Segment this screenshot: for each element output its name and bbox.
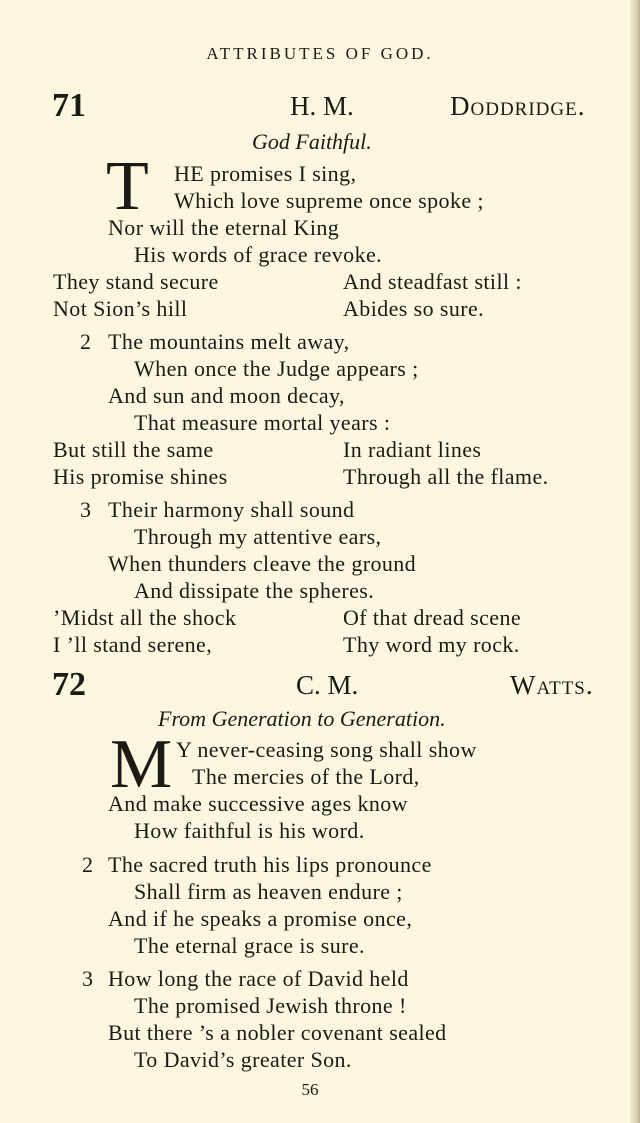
hymn-71-s3-refrain-2-right: Thy word my rock.	[343, 632, 520, 657]
hymn-71-s3-line-4: And dissipate the spheres.	[134, 578, 375, 603]
hymn-72-s3-line-2: The promised Jewish throne !	[134, 993, 407, 1018]
hymn-72-meter: C. M.	[296, 670, 359, 700]
hymn-71-title: God Faithful.	[252, 129, 372, 154]
page-number: 56	[301, 1080, 319, 1099]
hymn-71-s3-line-3: When thunders cleave the ground	[108, 551, 417, 576]
hymn-72-dropcap: M	[110, 726, 173, 803]
hymn-72-number: 72	[52, 666, 86, 703]
hymn-71-s2-refrain-1-right: In radiant lines	[343, 437, 482, 462]
hymn-71-s1-line-2: Which love supreme once spoke ;	[174, 188, 484, 213]
hymn-72-s1-line-4: How faithful is his word.	[134, 818, 365, 843]
hymn-71-s1-refrain-1-left: They stand secure	[53, 269, 219, 294]
hymn-72-s3-number: 3	[82, 966, 94, 991]
hymn-71-s1-refrain-2-right: Abides so sure.	[343, 296, 485, 321]
hymn-72-s3-line-1: How long the race of David held	[108, 966, 409, 991]
hymn-71-s2-line-4: That measure mortal years :	[134, 410, 391, 435]
hymn-71-s1-refrain-2-left: Not Sion’s hill	[53, 296, 188, 321]
hymn-71-s3-number: 3	[80, 497, 92, 522]
hymn-71-dropcap: T	[106, 148, 149, 225]
hymn-71-s3-refrain-1-left: ’Midst all the shock	[53, 605, 237, 630]
hymn-71-author: Doddridge.	[450, 91, 586, 121]
hymn-71-s1-line-4: His words of grace revoke.	[134, 242, 383, 267]
hymn-71-s2-refrain-1-left: But still the same	[53, 437, 214, 462]
hymn-72-s1-line-1: Y never-ceasing song shall show	[176, 737, 477, 762]
hymn-71-s3-line-1: Their harmony shall sound	[108, 497, 355, 522]
hymn-71-number: 71	[52, 87, 86, 124]
hymn-71-meter: H. M.	[290, 91, 354, 121]
hymn-72-s2-line-1: The sacred truth his lips pronounce	[108, 852, 432, 877]
hymn-71-s2-number: 2	[80, 329, 92, 354]
hymn-71-s3-refrain-2-left: I ’ll stand serene,	[53, 632, 213, 657]
hymn-72-s2-line-2: Shall firm as heaven endure ;	[134, 879, 403, 904]
hymn-71-s1-line-3: Nor will the eternal King	[108, 215, 340, 240]
hymn-72-s2-line-4: The eternal grace is sure.	[134, 933, 365, 958]
hymn-71-s3-refrain-1-right: Of that dread scene	[343, 605, 522, 630]
hymn-71-s2-line-1: The mountains melt away,	[108, 329, 350, 354]
hymn-72-s1-line-2: The mercies of the Lord,	[192, 764, 420, 789]
hymn-72-s3-line-4: To David’s greater Son.	[134, 1047, 352, 1072]
hymn-71-s3-line-2: Through my attentive ears,	[134, 524, 382, 549]
page-edge	[630, 0, 640, 1123]
hymn-71-s2-line-2: When once the Judge appears ;	[134, 356, 419, 381]
hymn-72-s1-line-3: And make successive ages know	[108, 791, 408, 816]
hymn-72-s3-line-3: But there ’s a nobler covenant sealed	[108, 1020, 447, 1045]
hymn-72-title: From Generation to Generation.	[158, 706, 446, 731]
hymn-71-s2-line-3: And sun and moon decay,	[108, 383, 345, 408]
hymn-72-author: Watts.	[510, 670, 594, 700]
running-head: ATTRIBUTES OF GOD.	[206, 44, 434, 63]
hymn-71-s1-line-1: HE promises I sing,	[174, 161, 357, 186]
hymn-71-s1-refrain-1-right: And steadfast still :	[343, 269, 522, 294]
hymn-71-s2-refrain-2-right: Through all the flame.	[343, 464, 549, 489]
hymn-72-s2-number: 2	[82, 852, 94, 877]
hymn-72-s2-line-3: And if he speaks a promise once,	[108, 906, 413, 931]
hymn-71-s2-refrain-2-left: His promise shines	[53, 464, 228, 489]
